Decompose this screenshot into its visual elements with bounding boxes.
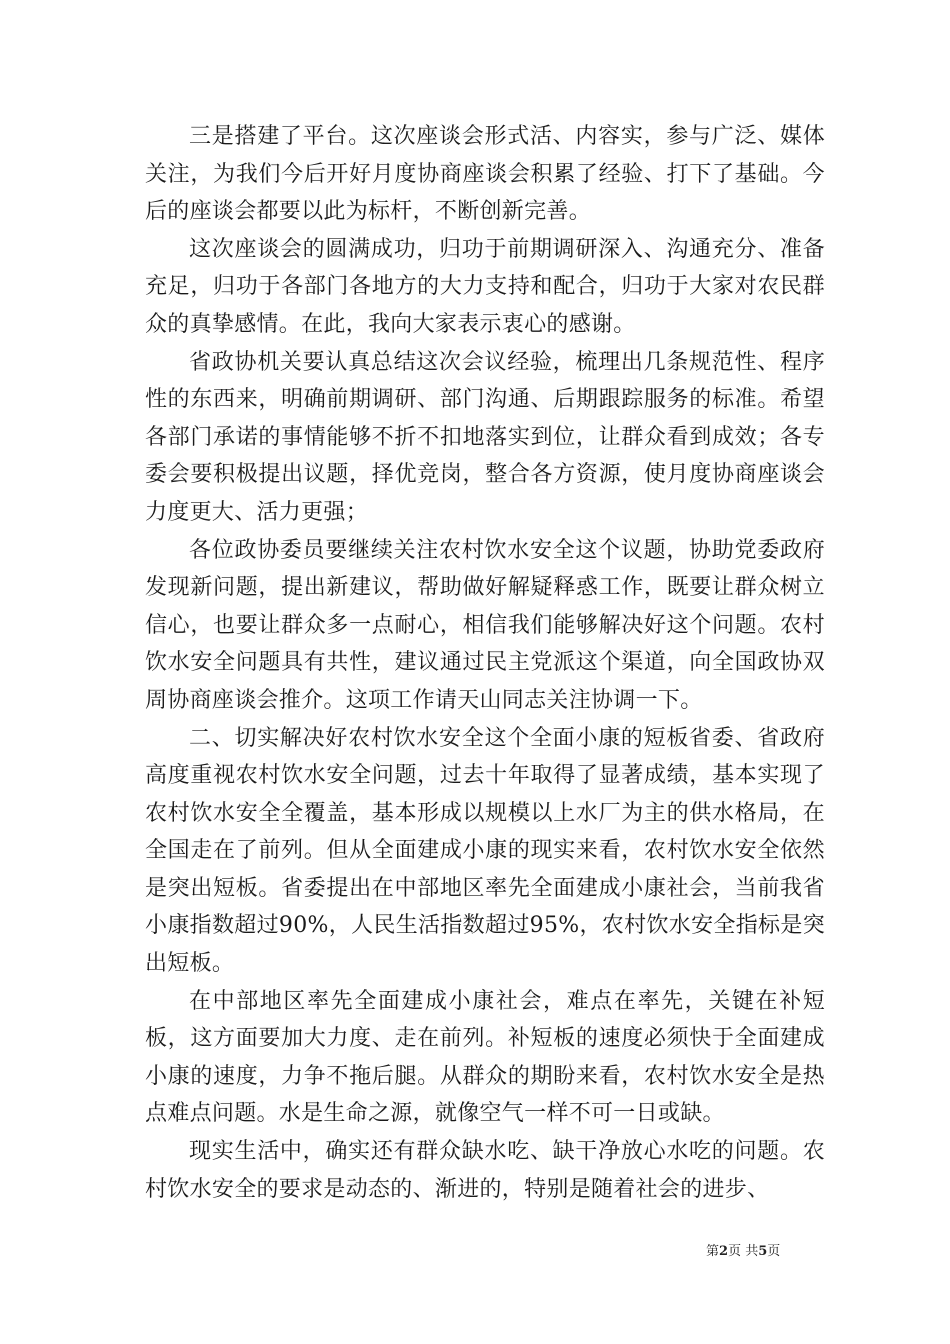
- paragraph-committee-members: 各位政协委员要继续关注农村饮水安全这个议题，协助党委政府发现新问题，提出新建议，帮助做好解疑释惑工作，既要让群众树立信心，也要让群众多一点耐心，相信我们能够解决好这个问题。农村饮水安全问题具有共性，建议通过民主党派这个渠道，向全国政协双周协商座谈会推介。这项工作请天山同志关注协调一下。: [145, 537, 825, 713]
- paragraph-real-life: 现实生活中，确实还有群众缺水吃、缺干净放心水吃的问题。农村饮水安全的要求是动态的、渐进的，特别是随着社会的进步、: [145, 1139, 825, 1202]
- footer-prefix: 第: [706, 1244, 720, 1259]
- footer-suffix: 页: [767, 1244, 781, 1259]
- paragraph-cppcc-office: 省政协机关要认真总结这次会议经验，梳理出几条规范性、程序性的东西来，明确前期调研、部门沟通、后期跟踪服务的标准。希望各部门承诺的事情能够不折不扣地落实到位，让群众看到成效；各专委会要积极提出议题，择优竞岗，整合各方资源，使月度协商座谈会力度更大、活力更强；: [145, 349, 825, 525]
- paragraph-central-region: 在中部地区率先全面建成小康社会，难点在率先，关键在补短板，这方面要加大力度、走在前列。补短板的速度必须快于全面建成小康的速度，力争不拖后腿。从群众的期盼来看，农村饮水安全是热点难点问题。水是生命之源，就像空气一样不可一日或缺。: [145, 988, 825, 1127]
- paragraph-section-two: 二、切实解决好农村饮水安全这个全面小康的短板省委、省政府高度重视农村饮水安全问题，过去十年取得了显著成绩，基本实现了农村饮水安全全覆盖，基本形成以规模以上水厂为主的供水格局，在全国走在了前列。但从全面建成小康的现实来看，农村饮水安全依然是突出短板。省委提出在中部地区率先全面建成小康社会，当前我省小康指数超过90%，人民生活指数超过95%，农村饮水安全指标是突出短板。: [145, 725, 825, 977]
- current-page-number: 2: [719, 1244, 729, 1259]
- footer-middle: 页 共: [728, 1244, 759, 1259]
- page-footer: [706, 1240, 780, 1259]
- document-body: [145, 118, 825, 1208]
- paragraph-platform: 三是搭建了平台。这次座谈会形式活、内容实，参与广泛、媒体关注，为我们今后开好月度协商座谈会积累了经验、打下了基础。今后的座谈会都要以此为标杆，不断创新完善。: [145, 124, 825, 225]
- paragraph-thanks: 这次座谈会的圆满成功，归功于前期调研深入、沟通充分、准备充足，归功于各部门各地方的大力支持和配合，归功于大家对农民群众的真挚感情。在此，我向大家表示衷心的感谢。: [145, 236, 825, 337]
- total-pages-number: 5: [758, 1244, 768, 1259]
